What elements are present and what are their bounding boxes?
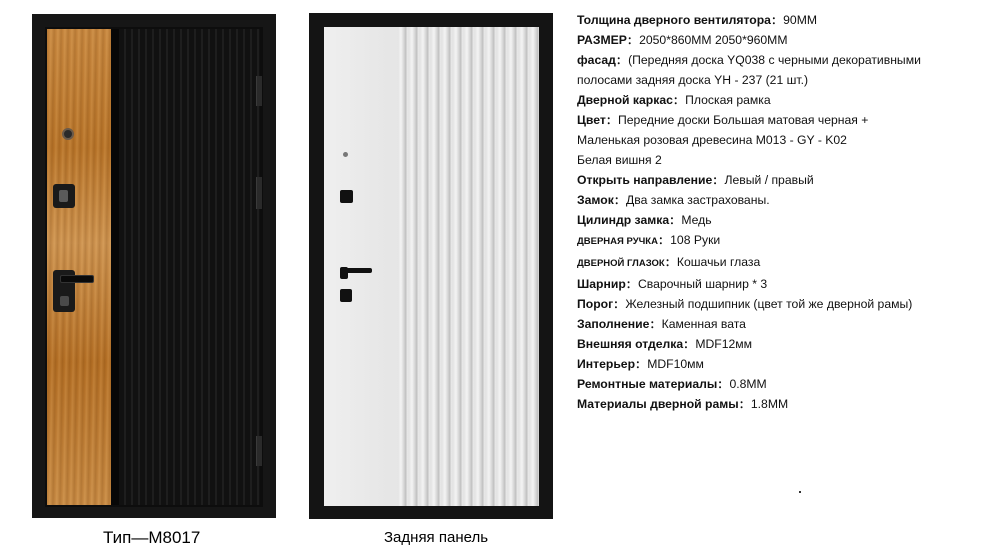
door-handle[interactable] — [340, 268, 372, 273]
hinge-bottom — [256, 436, 262, 466]
keyhole-icon — [59, 190, 68, 202]
spec-row: Ремонтные материалы：0.8MM — [577, 377, 767, 391]
spec-row: Толщина дверного вентилятора：90MM — [577, 13, 818, 27]
hinge-top — [256, 76, 262, 106]
lower-lock-icon — [340, 289, 352, 302]
upper-lock-icon — [340, 190, 353, 203]
spec-row: Дверной каркас：Плоская рамка — [577, 93, 771, 107]
spec-row: Замок：Два замка застрахованы. — [577, 193, 770, 207]
spec-row: Материалы дверной рамы：1.8MM — [577, 397, 789, 411]
back-caption: Задняя панель — [384, 529, 489, 546]
spec-row-continuation: Маленькая розовая древесина M013 - GY - K02 — [577, 133, 847, 147]
spec-row: Цвет：Передние доски Большая матовая черная + — [577, 113, 869, 127]
stray-dot — [799, 491, 801, 493]
front-caption: Тип—M8017 — [103, 528, 201, 547]
wood-panel — [47, 29, 111, 505]
spec-row: Интерьер：MDF10мм — [577, 357, 704, 371]
hinge-middle — [256, 177, 262, 209]
spec-row: РАЗМЕР：2050*860MM 2050*960MM — [577, 33, 788, 47]
peephole-icon — [343, 152, 348, 157]
spec-row-continuation: полосами задняя доска YH - 237 (21 шт.) — [577, 73, 809, 87]
door-handle[interactable] — [60, 275, 94, 283]
spec-row: Цилиндр замка：Медь — [577, 213, 712, 227]
black-grooved-panel — [119, 29, 260, 505]
upper-lock-plate — [53, 184, 75, 208]
spec-list — [577, 10, 997, 414]
spec-row: Внешняя отделка：MDF12мм — [577, 337, 753, 351]
divider-strip — [111, 29, 119, 505]
spec-row: Заполнение：Каменная вата — [577, 317, 746, 331]
spec-row: Шарнир：Сварочный шарнир * 3 — [577, 277, 768, 291]
peephole-icon — [62, 128, 74, 140]
spec-row: ДВЕРНОЙ ГЛАЗОК：Кошачьи глаза — [577, 255, 761, 269]
spec-row: Порог：Железный подшипник (цвет той же дверной рамы) — [577, 297, 913, 311]
spec-row: Открыть направление：Левый / правый — [577, 173, 814, 187]
grooved-panel — [398, 27, 539, 506]
spec-row: ДВЕРНАЯ РУЧКА：108 Руки — [577, 233, 721, 247]
spec-row-continuation: Белая вишня 2 — [577, 153, 662, 167]
cylinder-icon — [60, 296, 69, 306]
spec-row: фасад：(Передняя доска YQ038 с черными декоративными — [577, 53, 921, 67]
